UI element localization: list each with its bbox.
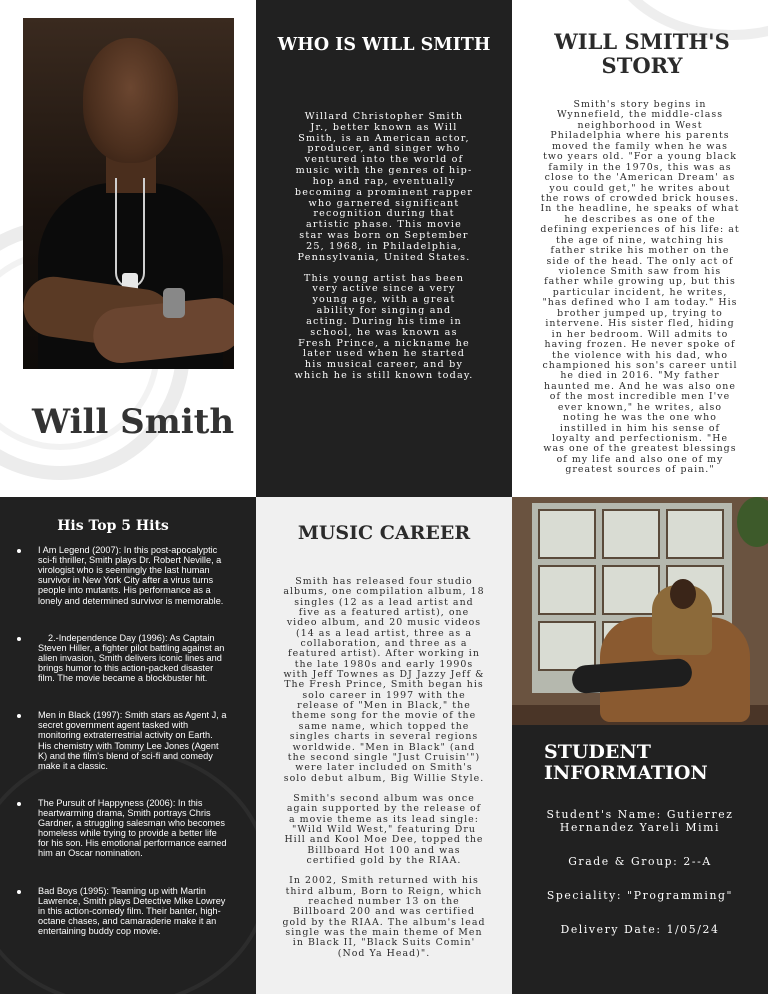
hits-title: His Top 5 Hits — [57, 518, 169, 534]
profile-panel — [0, 0, 256, 497]
music-paragraph: In 2002, Smith returned with his third album, Born to Reign, which reached number 13 on the Billboard 200 and was certified gold by the RIAA. The album's lead single was the main theme of Men in Black II, "Black Suits Comin' (Nod Ya Head)". — [282, 875, 486, 959]
who-title: WHO IS WILL SMITH — [277, 35, 491, 55]
story-text: Smith's story begins in Wynnefield, the middle-class neighborhood in West Philadelphia where his parents moved the family when he was two years old. "For a young black family in the 1970s, this was as close to the 'American Dream' as you could get," he writes about the rows of crowded brick houses. In the headline, he speaks of what he describes as one of the defining experiences of his life: at the age of nine, watching his father strike his mother on the side of the head. The only act of violence Smith saw from his father while growing up, but this particular incident, he writes, "has defined who I am today." His brother jumped up, trying to intervene. His sister fled, hiding in her bedroom. Will admits to having frozen. He never spoke of the violence with his dad, who championed his son's career until he died in 2016. "My father haunted me. And he was also one of the most incredible men I've ever known," he writes, also noting he was the one who instilled in him his sense of loyalty and perfectionism. "He was one of the greatest blessings of my life and also one of my greatest sources of pain." — [540, 99, 740, 476]
portrait-photo — [23, 18, 234, 369]
student-title: STUDENT INFORMATION — [544, 741, 708, 785]
music-panel — [256, 497, 512, 994]
student-grade: Grade & Group: 2--A — [568, 855, 712, 868]
list-item: I Am Legend (2007): In this post-apocalyptic sci-fi thriller, Smith plays Dr. Robert Neville, a virologist who is seemingly the last human survivor in New York City after a virus turns people into mutants. His performance as a lonely and determined survivor is memorable. — [16, 545, 228, 606]
student-speciality: Speciality: "Programming" — [546, 889, 734, 902]
story-panel — [512, 0, 768, 497]
story-title: WILL SMITH'S STORY — [554, 29, 730, 78]
music-paragraph: Smith's second album was once again supported by the release of a movie theme as its lead single: "Wild Wild West," featuring Dru Hill and Kool Moe Dee, topped the Billboard Hot 100 and was certified gold by the RIAA. — [284, 792, 484, 866]
music-title: MUSIC CAREER — [297, 522, 471, 544]
student-name: Student's Name: Gutierrez Hernandez Yareli Mimi — [546, 808, 734, 835]
music-paragraph: Smith has released four studio albums, one compilation album, 18 singles (12 as a lead artist and five as a featured artist), one video album, and 20 music videos (14 as a lead artist, three as a collaboration, and three as a featured artist). After working in the late 1980s and early 1990s with Jeff Townes as DJ Jazzy Jeff & The Fresh Prince, Smith began his solo career in 1997 with the release of "Men in Black," the theme song for the movie of the same name, which topped the singles charts in several regions worldwide. "Men in Black" (and the second single "Just Cruisin'") were later included on Smith's solo debut album, Big Willie Style. — [283, 576, 485, 784]
list-item: The Pursuit of Happyness (2006): In this heartwarming drama, Smith portrays Chris Gardner, a struggling salesman who becomes homeless while trying to provide a better life for his son. His emotional performance earned him an Oscar nomination. — [16, 798, 228, 859]
music-text — [282, 577, 486, 969]
who-text — [294, 112, 474, 392]
artist-name: Will Smith — [32, 402, 235, 442]
who-panel — [256, 0, 512, 497]
list-item: Men in Black (1997): Smith stars as Agent J, a secret government agent tasked with monitoring extraterrestrial activity on Earth. His chemistry with Tommy Lee Jones (Agent K) and the film's blend of sci-fi and comedy make it a classic. — [16, 710, 228, 771]
who-paragraph: This young artist has been very active since a very young age, with a great ability for singing and acting. During his time in school, he was known as Fresh Prince, a nickname he later used when he started his musical career, and by which he is still known today. — [294, 272, 474, 382]
list-item: 2.-Independence Day (1996): As Captain Steven Hiller, a fighter pilot battling against an alien invasion, Smith delivers iconic lines and brings humor to this action-packed disaster film. The movie became a blockbuster hit. — [16, 633, 228, 684]
list-item: Bad Boys (1995): Teaming up with Martin Lawrence, Smith plays Detective Mike Lowrey in this action-comedy film. Their banter, high-octane chases, and camaraderie make it an entertaining buddy cop movie. — [16, 886, 228, 937]
who-paragraph: Willard Christopher Smith Jr., better known as Will Smith, is an American actor, producer, and singer who ventured into the world of music with the genres of hip-hop and rap, eventually becoming a prominent rapper who garnered significant recognition during that artistic phase. This movie star was born on September 25, 1968, in Philadelphia, Pennsylvania, United States. — [294, 111, 474, 263]
seated-photo — [512, 497, 768, 725]
hits-list — [16, 545, 228, 963]
student-delivery: Delivery Date: 1/05/24 — [560, 923, 720, 936]
